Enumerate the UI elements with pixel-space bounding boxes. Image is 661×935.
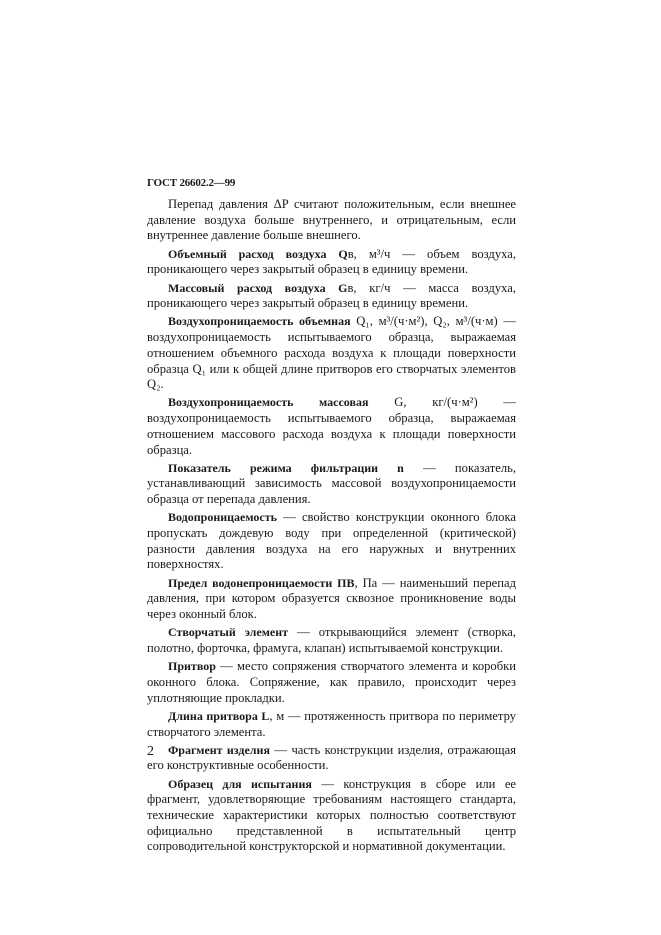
paragraph-water-permeability (147, 510, 516, 573)
paragraph-filtration-index (147, 461, 516, 508)
term-sash-element: Створчатый элемент (168, 625, 289, 640)
term-watertightness-limit: Предел водонепроницаемости ПВ (168, 575, 355, 590)
paragraph-sash-element (147, 625, 516, 656)
paragraph-text: Q₁, м³/(ч·м²), Q₂, м³/(ч·м) — воздухопроницаемость испытываемого образца, выражаемая отношением объемного расхода воздуха к площади поверхности образца Q₁ или к общей длине притворов его створчатых элементов Q₂. (147, 314, 516, 392)
term-water-permeability: Водопроницаемость (168, 510, 277, 525)
paragraph-watertightness-limit (147, 576, 516, 623)
definitions-body (147, 197, 516, 858)
term-filtration-index: Показатель режима фильтрации n (168, 460, 404, 475)
term-mass-flow: Массовый расход воздуха G (168, 280, 348, 295)
paragraph-text: — конструкция в сборе или ее фрагмент, удовлетворяющие требованиям настоящего стандарта, технические характеристики которых полностью соответствуют официально представленной в испытательный центр сопроводительной конструкторской и нормативной документации. (147, 776, 517, 854)
paragraph-rebate (147, 659, 516, 706)
paragraph-text: — открывающийся элемент (створка, полотно, форточка, фрамуга, клапан) испытываемой конструкции. (147, 625, 516, 655)
term-volume-flow: Объемный расход воздуха Q (168, 246, 348, 261)
paragraph-product-fragment (147, 743, 516, 774)
document-code-header: ГОСТ 26602.2—99 (147, 177, 236, 189)
term-test-sample: Образец для испытания (168, 776, 312, 791)
term-mass-permeability: Воздухопроницаемость массовая (168, 395, 369, 410)
paragraph-text: — часть конструкции изделия, отражающая его конструктивные особенности. (147, 742, 517, 773)
paragraph-text: в, кг/ч — масса воздуха, проникающего через закрытый образец в единицу времени. (147, 280, 516, 311)
paragraph-pressure-difference (147, 197, 516, 244)
term-product-fragment: Фрагмент изделия (168, 742, 270, 757)
paragraph-text: , Па — наименьший перепад давления, при котором образуется сквозное проникновение воды через оконный блок. (147, 575, 516, 622)
term-rebate-length: Длина притвора L (168, 708, 270, 723)
paragraph-test-sample (147, 777, 516, 856)
page-number: 2 (147, 744, 154, 759)
term-volumetric-permeability: Воздухопроницаемость объемная (168, 314, 351, 329)
paragraph-text: G, кг/(ч·м²) — воздухопроницаемость испытываемого образца, выражаемая отношением массового расхода воздуха к площади поверхности образца. (147, 395, 516, 457)
paragraph-text: — свойство конструкции оконного блока пропускать дождевую воду при определенной (критической) разности давления воздуха на его наружных и внутренних поверхностях. (147, 510, 516, 572)
paragraph-mass-permeability (147, 395, 516, 458)
term-rebate: Притвор (168, 659, 216, 674)
paragraph-text: , м — протяженность притвора по периметру створчатого элемента. (147, 708, 516, 739)
paragraph-mass-flow (147, 281, 516, 312)
paragraph-rebate-length (147, 709, 516, 740)
paragraph-text: в, м³/ч — объем воздуха, проникающего через закрытый образец в единицу времени. (147, 246, 516, 277)
paragraph-volumetric-permeability (147, 314, 516, 393)
paragraph-volume-flow (147, 247, 516, 278)
paragraph-text: — показатель, устанавливающий зависимость массовой воздухопроницаемости образца от перепада давления. (147, 460, 516, 507)
paragraph-text: — место сопряжения створчатого элемента и коробки оконного блока. Сопряжение, как правило, происходит через уплотняющие прокладки. (147, 659, 516, 705)
paragraph-text: Перепад давления ΔP считают положительным, если внешнее давление воздуха больше внутреннего, и отрицательным, если внутреннее давление больше внешнего. (147, 197, 516, 243)
